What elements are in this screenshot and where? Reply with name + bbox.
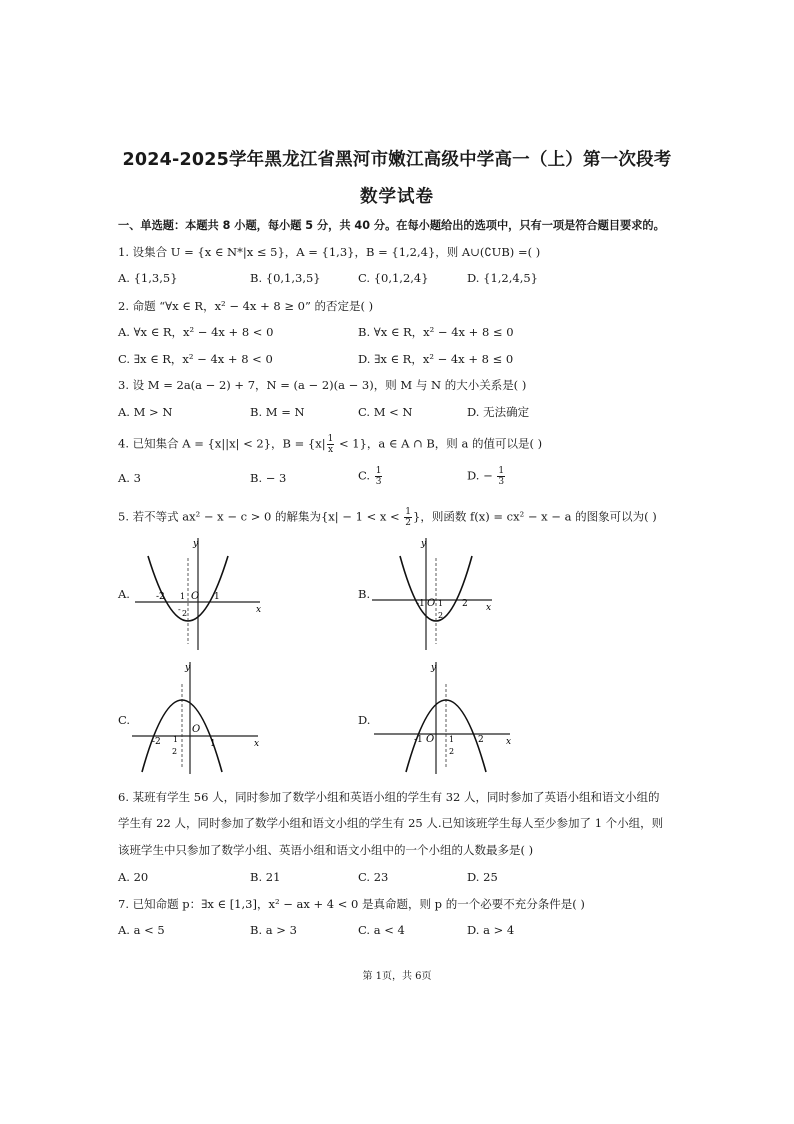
exam-title: 2024-2025学年黑龙江省黑河市嫩江高级中学高一（上）第一次段考 (122, 150, 672, 170)
q3-option-a: A. M > N (118, 405, 173, 419)
q1-option-a: A. {1,3,5} (118, 271, 178, 285)
question-5-stem: 5. 若不等式 ax² − x − c > 0 的解集为{x| − 1 < x < $\frac{1}{2}$ }，则函数 f(x) = cx² − x − a 的图象可以为( ) (118, 507, 657, 528)
graph-a-tick-half-num: 1 (180, 592, 186, 601)
graph-c-x-label: x (254, 739, 260, 749)
q4-option-d: D. − $\frac{1}{3}$ (467, 466, 505, 487)
graph-a-tick-half-den: 2 (182, 609, 188, 618)
q2-option-c: C. ∃x ∈ R，x² − 4x + 8 < 0 (118, 352, 273, 366)
q1-option-c: C. {0,1,2,4} (358, 271, 429, 285)
q6-option-c: C. 23 (358, 870, 389, 884)
graph-c-tick-half-num: 1 (173, 735, 179, 744)
graph-d-origin: O (426, 734, 435, 745)
q5-graph-b (370, 536, 510, 652)
q4-stem-fraction: $\frac{1}{x}$ (327, 434, 334, 455)
q2-option-b: B. ∀x ∈ R，x² − 4x + 8 ≤ 0 (358, 325, 514, 339)
question-4-stem: 4. 已知集合 A = {x||x| < 2}，B = {x| $\frac{1}{x}$ < 1}，a ∈ A ∩ B，则 a 的值可以是( ) (118, 434, 543, 455)
graph-b-tick-2: 2 (462, 599, 468, 609)
graph-b-y-label: y (421, 539, 427, 549)
q7-option-d: D. a > 4 (467, 923, 515, 937)
q5-option-a-label: A. (118, 587, 130, 601)
q6-option-d: D. 25 (467, 870, 498, 884)
graph-a-x-label: x (256, 605, 262, 615)
question-6-line-3: 该班学生中只参加了数学小组、英语小组和语文小组中的一个小组的人数最多是( ) (118, 843, 534, 857)
graph-a-tick-1: 1 (214, 592, 220, 602)
q6-option-a: A. 20 (118, 870, 149, 884)
q7-option-c: C. a < 4 (358, 923, 405, 937)
q5-option-b-label: B. (358, 587, 371, 601)
question-1-stem: 1. 设集合 U = {x ∈ N*|x ≤ 5}，A = {1,3}，B = {1,2,4}，则 A∪(∁UB) =( ) (118, 245, 541, 259)
question-6-line-1: 6. 某班有学生 56 人，同时参加了数学小组和英语小组的学生有 32 人，同时参加了英语小组和语文小组的 (118, 790, 660, 804)
question-6-line-2: 学生有 22 人，同时参加了数学小组和语文小组的学生有 25 人.已知该班学生每人至少参加了 1 个小组，则 (118, 816, 664, 830)
q5-option-c-label: C. (118, 713, 131, 727)
graph-a-tick-neg2: -2 (156, 592, 165, 602)
graph-c-tick-half-den: 2 (172, 747, 178, 756)
q3-option-c: C. M < N (358, 405, 413, 419)
q4-option-b: B. − 3 (250, 471, 287, 485)
graph-a-y-label: y (193, 539, 199, 549)
q2-option-a: A. ∀x ∈ R，x² − 4x + 8 < 0 (118, 325, 274, 339)
graph-d-tick-2: 2 (478, 735, 484, 745)
graph-b-tick-half-num: 1 (438, 599, 444, 608)
q3-option-d: D. 无法确定 (467, 405, 530, 419)
q4-option-c: C. $\frac{1}{3}$ (358, 466, 382, 487)
q5-graph-c (130, 660, 270, 776)
question-3-stem: 3. 设 M = 2a(a − 2) + 7，N = (a − 2)(a − 3)，则 M 与 N 的大小关系是( ) (118, 378, 527, 392)
q7-option-a: A. a < 5 (118, 923, 165, 937)
page-footer: 第 1页，共 6页 (362, 971, 432, 982)
graph-b-tick-neg1: -1 (416, 599, 425, 609)
graph-c-origin: O (192, 724, 201, 735)
graph-c-y-label: y (185, 663, 191, 673)
question-2-stem: 2. 命题 “∀x ∈ R，x² − 4x + 8 ≥ 0” 的否定是( ) (118, 299, 374, 313)
graph-c-tick-1: 1 (210, 739, 216, 749)
graph-d-tick-half-den: 2 (449, 747, 455, 756)
q1-option-b: B. {0,1,3,5} (250, 271, 321, 285)
q1-option-d: D. {1,2,4,5} (467, 271, 538, 285)
q4-option-a: A. 3 (118, 471, 141, 485)
q3-option-b: B. M = N (250, 405, 305, 419)
question-7-stem: 7. 已知命题 p：∃x ∈ [1,3]，x² − ax + 4 < 0 是真命题，则 p 的一个必要不充分条件是( ) (118, 897, 585, 911)
q7-option-b: B. a > 3 (250, 923, 297, 937)
section-heading: 一、单选题：本题共 8 小题，每小题 5 分，共 40 分。在每小题给出的选项中，只有一项是符合题目要求的。 (118, 219, 665, 232)
graph-c-tick-neg2: -2 (152, 737, 161, 747)
graph-a-origin: O (191, 591, 200, 602)
graph-a-tick-neg: - (178, 605, 181, 614)
q2-option-d: D. ∃x ∈ R，x² − 4x + 8 ≤ 0 (358, 352, 514, 366)
q5-graph-d (370, 660, 520, 776)
exam-subtitle: 数学试卷 (360, 187, 434, 207)
graph-d-tick-half-num: 1 (449, 735, 455, 744)
graph-d-x-label: x (506, 737, 512, 747)
graph-d-y-label: y (431, 663, 437, 673)
q5-option-d-label: D. (358, 713, 371, 727)
graph-b-tick-half-den: 2 (438, 611, 444, 620)
graph-b-x-label: x (486, 603, 492, 613)
q5-stem-fraction: $\frac{1}{2}$ (405, 507, 412, 528)
graph-d-tick-neg1: -1 (414, 735, 423, 745)
q6-option-b: B. 21 (250, 870, 281, 884)
q5-graph-a (130, 536, 270, 652)
graph-b-origin: O (427, 598, 436, 609)
